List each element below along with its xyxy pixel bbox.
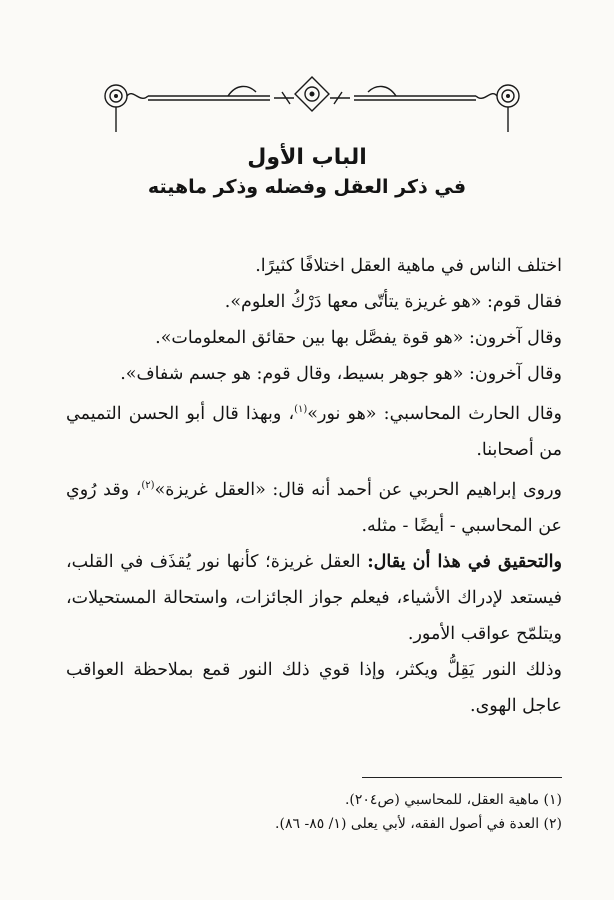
paragraph-7 [66, 544, 562, 652]
paragraph-3: وقال آخرون: «هو قوة يفصَّل بها بين حقائق المعلومات». [155, 328, 562, 348]
paragraph-8: وذلك النور يَقِلُّ ويكثر، وإذا قوي ذلك النور قمع بملاحظة العواقب عاجل الهوى. [66, 659, 562, 716]
paragraph-6-text-cont: ، وقد رُوي عن المحاسبي - أيضًا - مثله. [66, 479, 562, 536]
paragraph-5 [66, 392, 562, 468]
footnote-ref-1: (١) [294, 404, 308, 415]
paragraph-4: وقال آخرون: «هو جوهر بسيط، وقال قوم: هو جسم شفاف». [120, 364, 562, 384]
footnotes [66, 788, 562, 836]
footnote-2: (٢) العدة في أصول الفقه، لأبي يعلى (١/ ٨٥- ٨٦). [275, 816, 562, 832]
paragraph-2: فقال قوم: «هو غريزة يتأتّى معها دَرْكُ العلوم». [224, 292, 562, 312]
body-text [66, 248, 562, 724]
paragraph-6 [66, 468, 562, 544]
footnote-divider [362, 777, 562, 778]
chapter-title: الباب الأول [247, 145, 367, 170]
paragraph-6-text: وروى إبراهيم الحربي عن أحمد أنه قال: «العقل غريزة» [154, 479, 562, 500]
chapter-subtitle: في ذكر العقل وفضله وذكر ماهيته [147, 176, 467, 198]
paragraph-5-text: وقال الحارث المحاسبي: «هو نور» [307, 403, 562, 424]
paragraph-5-text-cont: ، وبهذا قال أبو الحسن التميمي من أصحابنا. [66, 403, 562, 460]
paragraph-7-lead: والتحقيق في هذا أن يقال: [367, 551, 562, 572]
paragraph-1: اختلف الناس في ماهية العقل اختلافًا كثيرًا. [255, 256, 562, 276]
footnote-1: (١) ماهية العقل، للمحاسبي (ص٢٠٤). [344, 792, 562, 808]
ornamental-header-frame [96, 74, 528, 132]
paragraph-7-text: العقل غريزة؛ كأنها نور يُقذَف في القلب، فيستعد لإدراك الأشياء، فيعلم جواز الجائزات، واستحالة المستحيلات، ويتلمّح عواقب الأمور. [66, 551, 562, 644]
footnote-ref-2: (٢) [141, 479, 155, 491]
